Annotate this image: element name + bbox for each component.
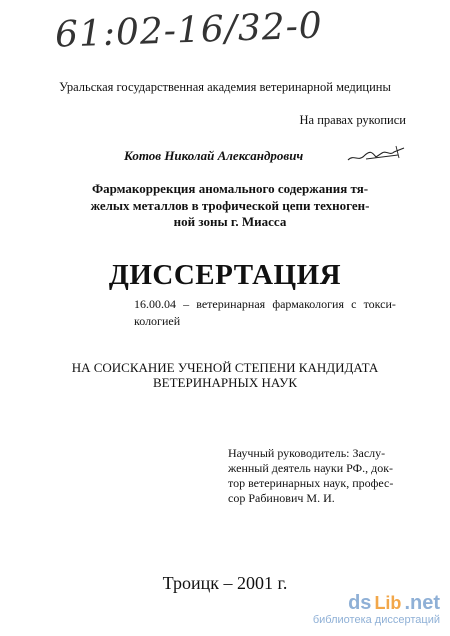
degree-line: ВЕТЕРИНАРНЫХ НАУК bbox=[153, 375, 297, 390]
author-signature bbox=[346, 144, 408, 166]
watermark-logo-prefix: ds bbox=[348, 592, 372, 614]
adviser-line: сор Рабинович М. И. bbox=[228, 491, 335, 505]
watermark bbox=[230, 592, 440, 626]
dissertation-title bbox=[60, 181, 400, 231]
academy-name: Уральская государственная академия ветеринарной медицины bbox=[59, 80, 391, 94]
handwritten-catalog-number: 61:02-16/32-0 bbox=[54, 5, 324, 56]
scientific-adviser bbox=[228, 446, 410, 506]
specialty-line-2: кологией bbox=[134, 314, 181, 328]
watermark-caption: библиотека диссертаций bbox=[312, 614, 440, 626]
specialty-word: фармакология bbox=[272, 297, 344, 311]
adviser-line: Научный руководитель: Заслу- bbox=[228, 446, 386, 460]
city-year: Троицк – 2001 г. bbox=[162, 573, 288, 593]
title-line: Фармакоррекция аномального содержания тя- bbox=[91, 181, 369, 196]
specialty-line-1 bbox=[134, 296, 396, 313]
watermark-logo-suffix: .net bbox=[404, 592, 440, 614]
manuscript-rights-note: На правах рукописи bbox=[299, 113, 406, 127]
watermark-logo[interactable] bbox=[230, 592, 440, 615]
specialty-code bbox=[134, 296, 396, 330]
specialty-word: токси- bbox=[363, 297, 396, 311]
specialty-word: с bbox=[351, 297, 357, 311]
watermark-logo-mid: Lib bbox=[374, 593, 402, 613]
adviser-line: женный деятель науки РФ., док- bbox=[228, 461, 394, 475]
specialty-word: ветеринарная bbox=[196, 297, 266, 311]
specialty-code-number: 16.00.04 bbox=[134, 297, 176, 311]
degree-line: НА СОИСКАНИЕ УЧЕНОЙ СТЕПЕНИ КАНДИДАТА bbox=[71, 360, 379, 375]
adviser-line: тор ветеринарных наук, профес- bbox=[228, 476, 394, 490]
specialty-dash: – bbox=[183, 297, 190, 311]
author-name: Котов Николай Александрович bbox=[124, 148, 304, 163]
title-line: ной зоны г. Миасса bbox=[173, 214, 287, 229]
dissertation-heading: ДИССЕРТАЦИЯ bbox=[108, 259, 342, 291]
degree-statement bbox=[0, 360, 450, 390]
title-line: желых металлов в трофической цепи техноген- bbox=[90, 197, 370, 213]
